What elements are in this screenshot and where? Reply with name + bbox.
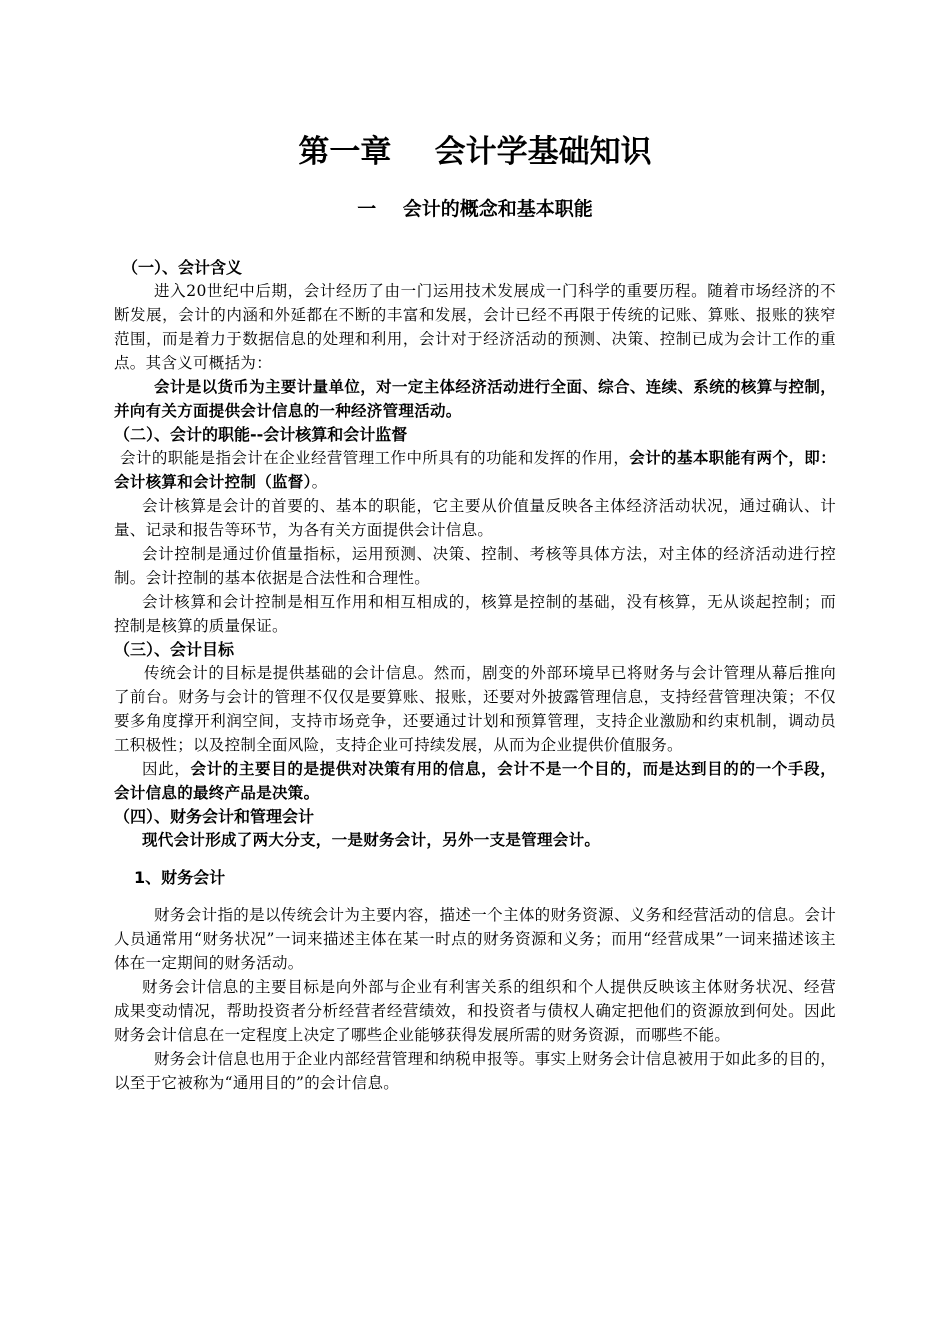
definition-paragraph: 会计是以货币为主要计量单位，对一定主体经济活动进行全面、综合、连续、系统的核算与控制，并向有关方面提供会计信息的一种经济管理活动。: [114, 378, 836, 420]
subsection-heading: （三）、会计目标: [114, 640, 235, 659]
section-title: 一 会计的概念和基本职能: [357, 198, 593, 220]
paragraph: 财务会计信息的主要目标是向外部与企业有利害关系的组织和个人提供反映该主体财务状况、经营成果变动情况，帮助投资者分析经营者经营绩效，和投资者与债权人确定把他们的资源放到何处。因此财务会计信息在一定程度上决定了哪些企业能够获得发展所需的财务资源，而哪些不能。: [114, 978, 836, 1044]
subsection-heading: 1、财务会计: [134, 868, 226, 887]
paragraph: [114, 757, 836, 805]
paragraph: 传统会计的目标是提供基础的会计信息。然而，剧变的外部环境早已将财务与会计管理从幕后推向了前台。财务与会计的管理不仅仅是要算账、报账，还要对外披露管理信息，支持经营管理决策；不仅要多角度撑开利润空间，支持市场竞争，还要通过计划和预算管理，支持企业激励和约束机制，调动员工积极性；以及控制全面风险，支持企业可持续发展，从而为企业提供价值服务。: [114, 664, 836, 754]
bold-text-run: 会计的主要目的是提供对决策有用的信息，会计不是一个目的，而是达到目的的一个手段，会计信息的最终产品是决策。: [114, 760, 836, 802]
paragraph: 会计核算和会计控制是相互作用和相互相成的，核算是控制的基础，没有核算，无从谈起控制；而控制是核算的质量保证。: [114, 593, 836, 635]
paragraph: [114, 446, 836, 494]
paragraph: 会计控制是通过价值量指标，运用预测、决策、控制、考核等具体方法，对主体的经济活动进行控制。会计控制的基本依据是合法性和合理性。: [114, 545, 836, 587]
section-financial-management-accounting: [114, 805, 836, 1095]
paragraph: 财务会计指的是以传统会计为主要内容，描述一个主体的财务资源、义务和经营活动的信息。会计人员通常用“财务状况”一词来描述主体在某一时点的财务资源和义务；而用“经营成果”一词来描述该主体在一定期间的财务活动。: [114, 906, 836, 972]
text-run: 会计的职能是指会计在企业经营管理工作中所具有的功能和发挥的作用，: [120, 449, 630, 467]
chapter-title: 第一章 会计学基础知识: [298, 134, 652, 170]
paragraph: 进入20世纪中后期，会计经历了由一门运用技术发展成一门科学的重要历程。随着市场经济的不断发展，会计的内涵和外延都在不断的丰富和发展，会计已经不再限于传统的记账、算账、报账的狭窄范围，而是着力于数据信息的处理和利用，会计对于经济活动的预测、决策、控制已成为会计工作的重点。其含义可概括为：: [114, 282, 836, 372]
paragraph: 现代会计形成了两大分支，一是财务会计，另外一支是管理会计。: [142, 831, 601, 849]
section-accounting-objectives: [114, 638, 836, 805]
paragraph: 会计核算是会计的首要的、基本的职能，它主要从价值量反映各主体经济活动状况，通过确认、计量、记录和报告等环节，为各有关方面提供会计信息。: [114, 497, 836, 539]
spacer: [114, 852, 836, 866]
bold-text-run: 会计的基本职能有两个，即：会计核算和会计控制（监督）: [114, 449, 836, 491]
section-accounting-functions: [114, 423, 836, 638]
text-run: 因此，: [142, 760, 191, 778]
text-run: 。: [311, 473, 328, 491]
paragraph: 财务会计信息也用于企业内部经营管理和纳税申报等。事实上财务会计信息被用于如此多的目的，以至于它被称为“通用目的”的会计信息。: [114, 1050, 836, 1092]
section-accounting-meaning: [114, 256, 836, 423]
subsection-heading: （四）、财务会计和管理会计: [114, 807, 315, 826]
subsection-heading: （二）、会计的职能--会计核算和会计监督: [114, 425, 408, 444]
spacer: [114, 889, 836, 903]
subsection-heading: （一）、会计含义: [122, 258, 243, 277]
